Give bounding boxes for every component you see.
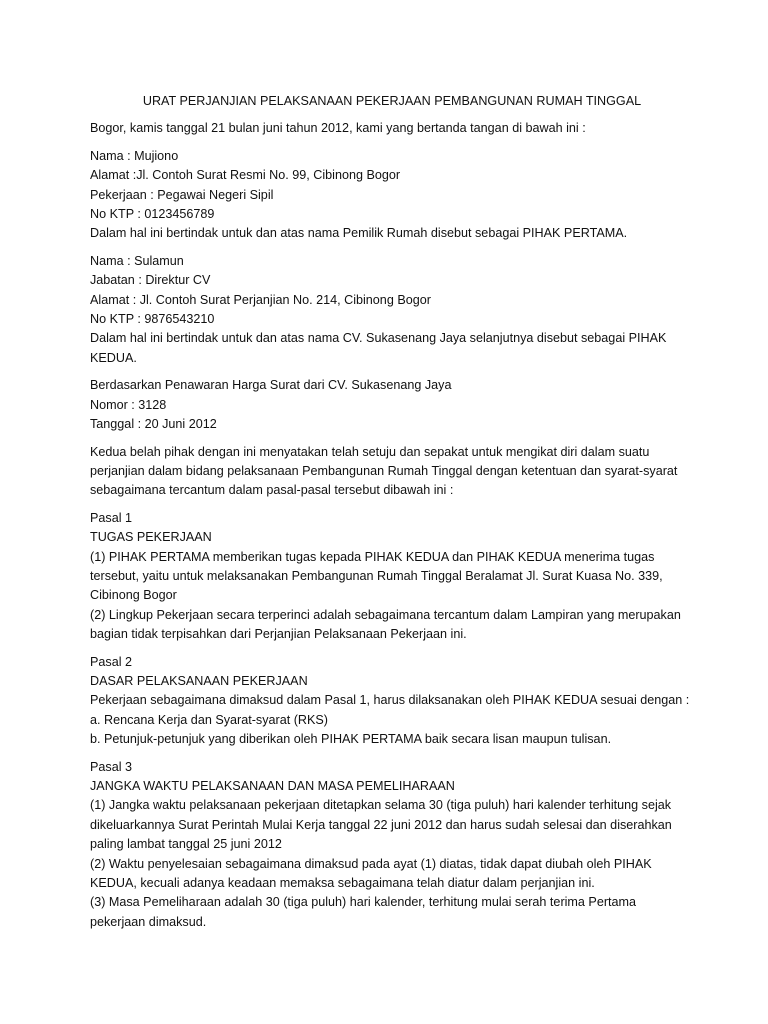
- basis-offer: Berdasarkan Penawaran Harga Surat dari CV. Sukasenang Jaya: [90, 378, 452, 393]
- pasal-3-line: dikeluarkannya Surat Perintah Mulai Kerja tanggal 22 juni 2012 dan harus sudah selesai dan diserahkan: [90, 817, 672, 832]
- pasal-2-line: b. Petunjuk-petunjuk yang diberikan oleh PIHAK PERTAMA baik secara lisan maupun tulisan.: [90, 732, 612, 747]
- pasal-2-line: Pekerjaan sebagaimana dimaksud dalam Pasal 1, harus dilaksanakan oleh PIHAK KEDUA sesuai dengan :: [90, 693, 690, 708]
- agreement-line: perjanjian dalam bidang pelaksanaan Pembangunan Rumah Tinggal dengan ketentuan dan syarat-syarat: [90, 463, 678, 478]
- pasal-2-subtitle: DASAR PELAKSANAAN PEKERJAAN: [90, 673, 308, 688]
- pasal-1-heading: Pasal 1: [90, 510, 133, 525]
- pasal-2-line: a. Rencana Kerja dan Syarat-syarat (RKS): [90, 712, 328, 727]
- party-one-role: Dalam hal ini bertindak untuk dan atas nama Pemilik Rumah disebut sebagai PIHAK PERTAMA.: [90, 226, 628, 241]
- party-two-address: Alamat : Jl. Contoh Surat Perjanjian No. 214, Cibinong Bogor: [90, 292, 431, 307]
- party-two-name: Nama : Sulamun: [90, 253, 184, 268]
- party-two-role-line: Dalam hal ini bertindak untuk dan atas nama CV. Sukasenang Jaya selanjutnya disebut sebagai PIHAK: [90, 331, 667, 346]
- party-one-name: Nama : Mujiono: [90, 148, 179, 163]
- party-two-block: [90, 252, 708, 368]
- pasal-3-line: (3) Masa Pemeliharaan adalah 30 (tiga puluh) hari kalender, terhitung mulai serah terima Pertama: [90, 895, 637, 910]
- pasal-2-heading: Pasal 2: [90, 654, 133, 669]
- basis-block: [90, 376, 708, 434]
- pasal-3-heading: Pasal 3: [90, 759, 133, 774]
- agreement-line: Kedua belah pihak dengan ini menyatakan telah setuju dan sepakat untuk mengikat diri dalam suatu: [90, 444, 650, 459]
- pasal-1-line: (1) PIHAK PERTAMA memberikan tugas kepada PIHAK KEDUA dan PIHAK KEDUA menerima tugas: [90, 549, 655, 564]
- party-two-ktp: No KTP : 9876543210: [90, 312, 215, 327]
- intro-paragraph: [90, 119, 708, 138]
- pasal-3-line: KEDUA, kecuali adanya keadaan memaksa sebagaimana telah diatur dalam perjanjian ini.: [90, 876, 595, 891]
- agreement-paragraph: [90, 443, 708, 501]
- pasal-3-section: [90, 758, 708, 933]
- pasal-1-line: Cibinong Bogor: [90, 588, 177, 603]
- party-one-block: [90, 147, 708, 244]
- pasal-1-line: (2) Lingkup Pekerjaan secara terperinci adalah sebagaimana tercantum dalam Lampiran yang merupakan: [90, 607, 681, 622]
- pasal-3-subtitle: JANGKA WAKTU PELAKSANAAN DAN MASA PEMELIHARAAN: [90, 779, 455, 793]
- pasal-3-line: (1) Jangka waktu pelaksanaan pekerjaan ditetapkan selama 30 (tiga puluh) hari kalender terhitung sejak: [90, 798, 672, 813]
- agreement-line: sebagaimana tercantum dalam pasal-pasal tersebut dibawah ini :: [90, 483, 454, 498]
- pasal-3-line: paling lambat tanggal 25 juni 2012: [90, 837, 282, 852]
- party-one-address: Alamat :Jl. Contoh Surat Resmi No. 99, Cibinong Bogor: [90, 168, 401, 183]
- intro-line: Bogor, kamis tanggal 21 bulan juni tahun 2012, kami yang bertanda tangan di bawah ini :: [90, 121, 586, 136]
- party-two-position: Jabatan : Direktur CV: [90, 273, 211, 288]
- pasal-2-section: [90, 653, 708, 750]
- pasal-1-subtitle: TUGAS PEKERJAAN: [90, 530, 212, 545]
- pasal-1-line: bagian tidak terpisahkan dari Perjanjian Pelaksanaan Pekerjaan ini.: [90, 627, 467, 642]
- document-title: URAT PERJANJIAN PELAKSANAAN PEKERJAAN PEMBANGUNAN RUMAH TINGGAL: [142, 94, 642, 108]
- party-one-occupation: Pekerjaan : Pegawai Negeri Sipil: [90, 187, 274, 202]
- pasal-3-line: pekerjaan dimaksud.: [90, 914, 207, 929]
- pasal-3-line: (2) Waktu penyelesaian sebagaimana dimaksud pada ayat (1) diatas, tidak dapat diubah oleh PIHAK: [90, 856, 652, 871]
- basis-number: Nomor : 3128: [90, 397, 167, 412]
- basis-date: Tanggal : 20 Juni 2012: [90, 417, 217, 432]
- pasal-1-line: tersebut, yaitu untuk melaksanakan Pembangunan Rumah Tinggal Beralamat Jl. Surat Kuasa No. 339,: [90, 568, 663, 583]
- pasal-1-section: [90, 509, 708, 645]
- party-one-ktp: No KTP : 0123456789: [90, 207, 215, 222]
- party-two-role-line: KEDUA.: [90, 350, 137, 365]
